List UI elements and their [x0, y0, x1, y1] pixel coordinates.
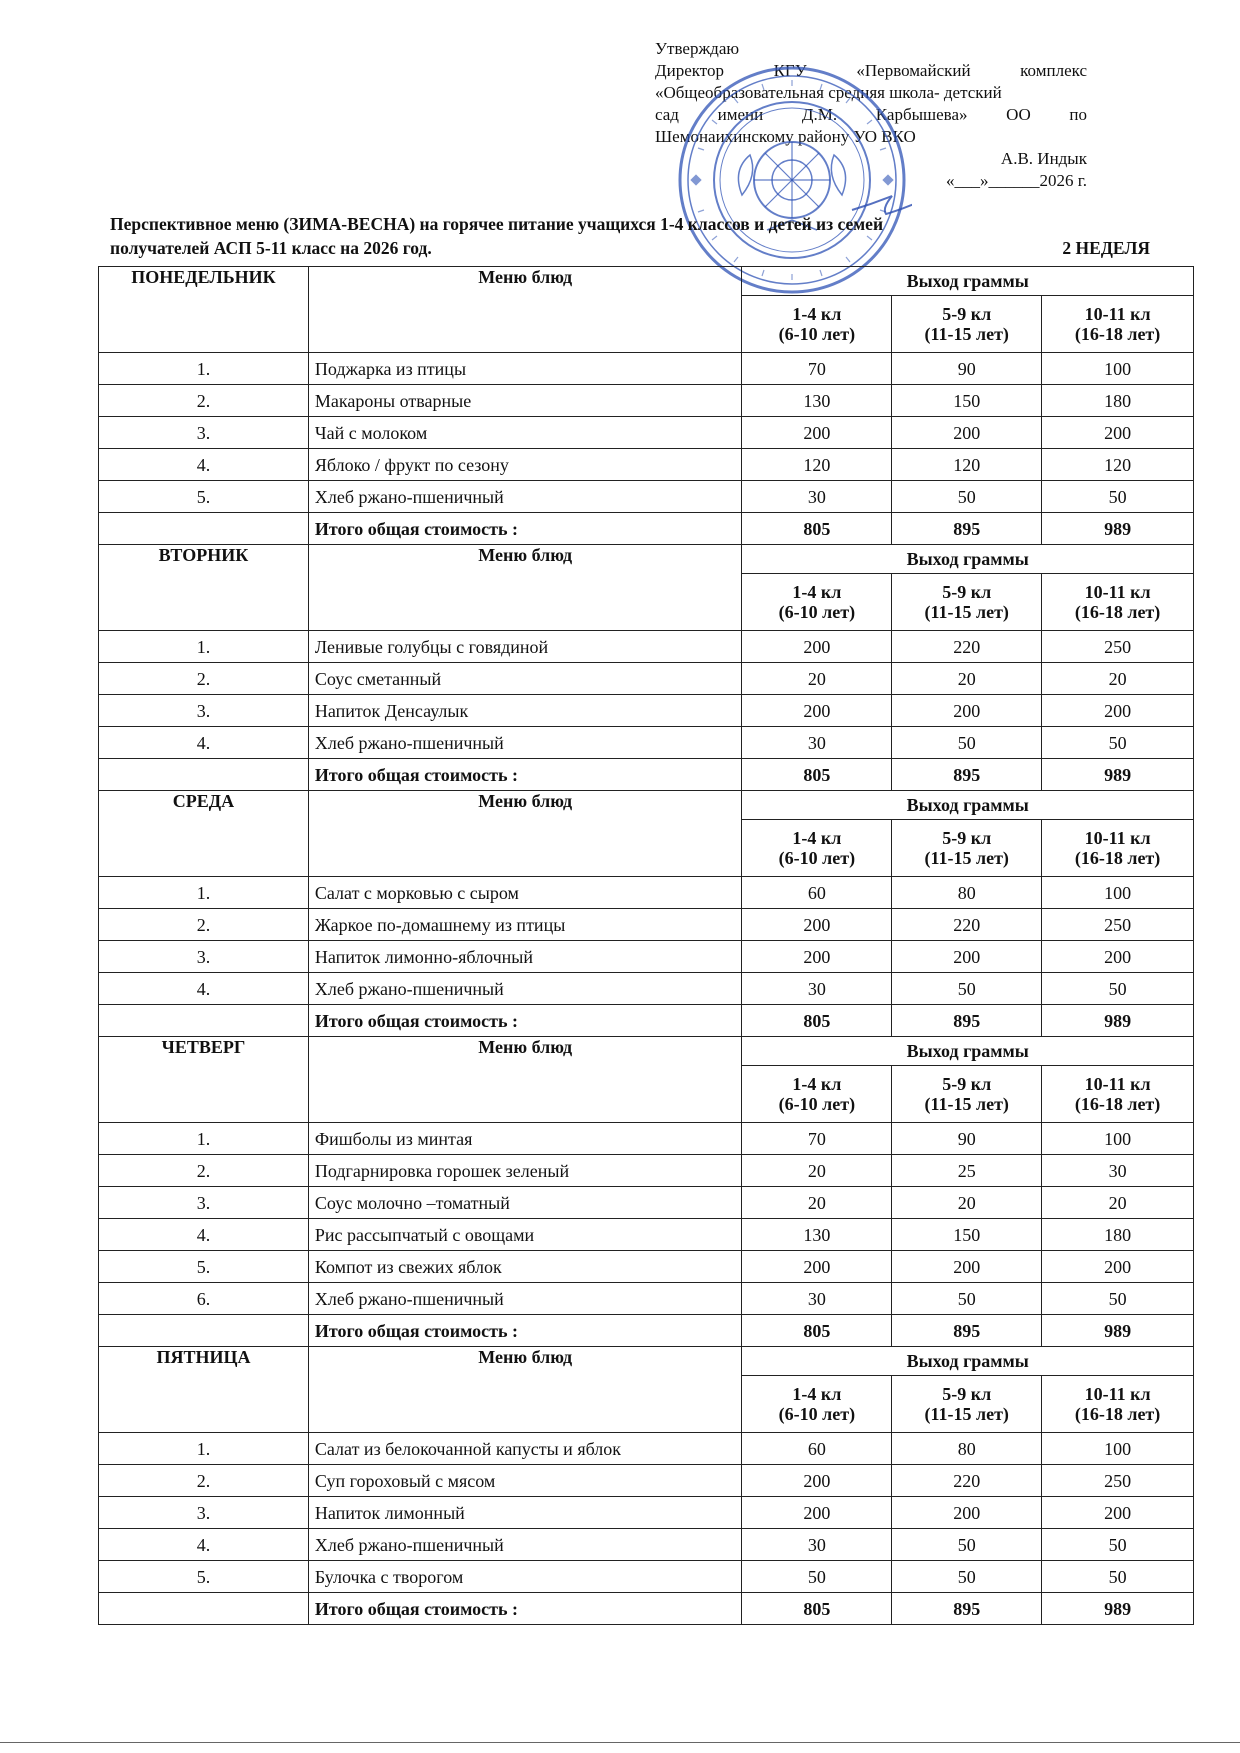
- table-row: [99, 663, 1194, 695]
- day-header-row: [99, 1037, 1194, 1066]
- approval-line-2: Директор КГУ «Первомайский комплекс: [655, 61, 1087, 80]
- page-bottom-rule: [0, 1742, 1240, 1743]
- grams-grade-5-9: 50: [892, 481, 1042, 513]
- total-row: [99, 513, 1194, 545]
- age-range: (6-10 лет): [778, 848, 856, 868]
- grams-grade-10-11: 100: [1042, 877, 1194, 909]
- item-number: 2.: [99, 385, 309, 417]
- age-range: (6-10 лет): [778, 602, 856, 622]
- total-empty-cell: [99, 1593, 309, 1625]
- grams-grade-1-4: 70: [742, 1123, 892, 1155]
- menu-column-header: Меню блюд: [308, 1037, 742, 1123]
- grams-grade-5-9: 25: [892, 1155, 1042, 1187]
- item-number: 2.: [99, 1465, 309, 1497]
- age-range: (16-18 лет): [1074, 848, 1161, 868]
- grams-grade-1-4: 200: [742, 1497, 892, 1529]
- day-name: ЧЕТВЕРГ: [99, 1037, 309, 1123]
- official-seal: [672, 60, 912, 300]
- grams-grade-1-4: 130: [742, 1219, 892, 1251]
- table-row: [99, 1155, 1194, 1187]
- age-range: (11-15 лет): [924, 1094, 1009, 1114]
- grams-grade-1-4: 200: [742, 909, 892, 941]
- age-group-header: [892, 574, 1042, 631]
- table-row: [99, 1433, 1194, 1465]
- item-number: 1.: [99, 631, 309, 663]
- total-label: Итого общая стоимость :: [308, 1315, 742, 1347]
- total-empty-cell: [99, 513, 309, 545]
- class-range: 5-9 кл: [942, 1074, 992, 1094]
- table-row: [99, 941, 1194, 973]
- table-row: [99, 877, 1194, 909]
- day-header-row: [99, 1347, 1194, 1376]
- grams-grade-10-11: 120: [1042, 449, 1194, 481]
- total-label: Итого общая стоимость :: [308, 513, 742, 545]
- age-group-header: [742, 296, 892, 353]
- grams-grade-5-9: 20: [892, 663, 1042, 695]
- age-group-header: [892, 1376, 1042, 1433]
- grams-grade-1-4: 60: [742, 877, 892, 909]
- day-name: ВТОРНИК: [99, 545, 309, 631]
- approval-signature-name: А.В. Индык: [1000, 149, 1087, 168]
- class-range: 1-4 кл: [792, 1074, 842, 1094]
- age-range: (11-15 лет): [924, 602, 1009, 622]
- total-row: [99, 759, 1194, 791]
- grams-grade-5-9: 200: [892, 941, 1042, 973]
- age-group-header: [1042, 1376, 1194, 1433]
- age-range: (11-15 лет): [924, 1404, 1009, 1424]
- title-line-2: получателей АСП 5-11 класс на 2026 год.: [110, 238, 432, 258]
- dish-name: Жаркое по-домашнему из птицы: [308, 909, 742, 941]
- total-grade-1-4: 805: [742, 513, 892, 545]
- dish-name: Хлеб ржано-пшеничный: [308, 481, 742, 513]
- grams-grade-5-9: 80: [892, 1433, 1042, 1465]
- grams-grade-1-4: 30: [742, 1283, 892, 1315]
- day-header-row: [99, 267, 1194, 296]
- table-row: [99, 727, 1194, 759]
- table-row: [99, 1123, 1194, 1155]
- grams-grade-1-4: 30: [742, 1529, 892, 1561]
- item-number: 5.: [99, 1561, 309, 1593]
- output-grams-header: Выход граммы: [742, 791, 1194, 820]
- total-empty-cell: [99, 759, 309, 791]
- grams-grade-10-11: 20: [1042, 663, 1194, 695]
- dish-name: Яблоко / фрукт по сезону: [308, 449, 742, 481]
- class-range: 1-4 кл: [792, 1384, 842, 1404]
- dish-name: Булочка с творогом: [308, 1561, 742, 1593]
- grams-grade-5-9: 20: [892, 1187, 1042, 1219]
- table-row: [99, 385, 1194, 417]
- grams-grade-5-9: 220: [892, 1465, 1042, 1497]
- table-row: [99, 1529, 1194, 1561]
- title-line-1: Перспективное меню (ЗИМА-ВЕСНА) на горячее питание учащихся 1-4 классов и детей из семей: [110, 214, 884, 234]
- dish-name: Напиток лимонный: [308, 1497, 742, 1529]
- table-row: [99, 1187, 1194, 1219]
- age-range: (16-18 лет): [1074, 1094, 1161, 1114]
- total-grade-5-9: 895: [892, 759, 1042, 791]
- table-row: [99, 481, 1194, 513]
- grams-grade-10-11: 50: [1042, 973, 1194, 1005]
- day-header-row: [99, 791, 1194, 820]
- menu-column-header: Меню блюд: [308, 267, 742, 353]
- age-group-header: [1042, 820, 1194, 877]
- age-group-header: [742, 1376, 892, 1433]
- age-group-header: [742, 820, 892, 877]
- grams-grade-5-9: 90: [892, 353, 1042, 385]
- age-range: (6-10 лет): [778, 1404, 856, 1424]
- table-row: [99, 973, 1194, 1005]
- grams-grade-10-11: 20: [1042, 1187, 1194, 1219]
- grams-grade-10-11: 100: [1042, 353, 1194, 385]
- age-group-header: [1042, 296, 1194, 353]
- grams-grade-1-4: 30: [742, 727, 892, 759]
- item-number: 1.: [99, 1123, 309, 1155]
- item-number: 4.: [99, 449, 309, 481]
- grams-grade-1-4: 20: [742, 1187, 892, 1219]
- menu-column-header: Меню блюд: [308, 545, 742, 631]
- age-group-header: [742, 574, 892, 631]
- item-number: 3.: [99, 941, 309, 973]
- grams-grade-10-11: 250: [1042, 631, 1194, 663]
- item-number: 3.: [99, 695, 309, 727]
- dish-name: Поджарка из птицы: [308, 353, 742, 385]
- grams-grade-10-11: 100: [1042, 1123, 1194, 1155]
- item-number: 5.: [99, 1251, 309, 1283]
- grams-grade-5-9: 220: [892, 909, 1042, 941]
- table-row: [99, 631, 1194, 663]
- class-range: 5-9 кл: [942, 828, 992, 848]
- total-label: Итого общая стоимость :: [308, 1005, 742, 1037]
- dish-name: Хлеб ржано-пшеничный: [308, 727, 742, 759]
- day-name: ПЯТНИЦА: [99, 1347, 309, 1433]
- item-number: 4.: [99, 973, 309, 1005]
- class-range: 10-11 кл: [1084, 1074, 1151, 1094]
- age-group-header: [1042, 574, 1194, 631]
- grams-grade-1-4: 200: [742, 695, 892, 727]
- item-number: 6.: [99, 1283, 309, 1315]
- total-grade-1-4: 805: [742, 1593, 892, 1625]
- age-range: (16-18 лет): [1074, 324, 1161, 344]
- class-range: 1-4 кл: [792, 304, 842, 324]
- total-grade-10-11: 989: [1042, 759, 1194, 791]
- grams-grade-1-4: 200: [742, 941, 892, 973]
- grams-grade-5-9: 200: [892, 1497, 1042, 1529]
- item-number: 1.: [99, 1433, 309, 1465]
- menu-column-header: Меню блюд: [308, 1347, 742, 1433]
- output-grams-header: Выход граммы: [742, 1037, 1194, 1066]
- total-grade-10-11: 989: [1042, 1005, 1194, 1037]
- table-row: [99, 353, 1194, 385]
- grams-grade-5-9: 150: [892, 385, 1042, 417]
- age-range: (6-10 лет): [778, 1094, 856, 1114]
- age-group-header: [892, 820, 1042, 877]
- grams-grade-1-4: 20: [742, 1155, 892, 1187]
- document-title: [110, 212, 1150, 260]
- grams-grade-1-4: 70: [742, 353, 892, 385]
- grams-grade-5-9: 200: [892, 417, 1042, 449]
- grams-grade-10-11: 200: [1042, 695, 1194, 727]
- grams-grade-5-9: 200: [892, 695, 1042, 727]
- grams-grade-10-11: 50: [1042, 481, 1194, 513]
- grams-grade-1-4: 20: [742, 663, 892, 695]
- grams-grade-5-9: 80: [892, 877, 1042, 909]
- grams-grade-10-11: 200: [1042, 1497, 1194, 1529]
- grams-grade-1-4: 50: [742, 1561, 892, 1593]
- table-row: [99, 417, 1194, 449]
- dish-name: Соус молочно –томатный: [308, 1187, 742, 1219]
- grams-grade-10-11: 180: [1042, 1219, 1194, 1251]
- dish-name: Салат из белокочанной капусты и яблок: [308, 1433, 742, 1465]
- item-number: 4.: [99, 1219, 309, 1251]
- age-group-header: [742, 1066, 892, 1123]
- approval-date: «___»______2026 г.: [945, 171, 1087, 190]
- grams-grade-5-9: 200: [892, 1251, 1042, 1283]
- item-number: 3.: [99, 1187, 309, 1219]
- table-row: [99, 1251, 1194, 1283]
- item-number: 4.: [99, 727, 309, 759]
- total-grade-5-9: 895: [892, 513, 1042, 545]
- grams-grade-1-4: 30: [742, 973, 892, 1005]
- grams-grade-10-11: 250: [1042, 909, 1194, 941]
- total-grade-1-4: 805: [742, 1005, 892, 1037]
- table-row: [99, 449, 1194, 481]
- class-range: 1-4 кл: [792, 582, 842, 602]
- day-name: СРЕДА: [99, 791, 309, 877]
- grams-grade-1-4: 60: [742, 1433, 892, 1465]
- item-number: 1.: [99, 877, 309, 909]
- grams-grade-1-4: 130: [742, 385, 892, 417]
- item-number: 3.: [99, 417, 309, 449]
- item-number: 1.: [99, 353, 309, 385]
- grams-grade-10-11: 50: [1042, 1529, 1194, 1561]
- table-row: [99, 1465, 1194, 1497]
- age-group-header: [892, 296, 1042, 353]
- dish-name: Рис рассыпчатый с овощами: [308, 1219, 742, 1251]
- age-range: (16-18 лет): [1074, 1404, 1161, 1424]
- item-number: 2.: [99, 909, 309, 941]
- item-number: 5.: [99, 481, 309, 513]
- grams-grade-1-4: 200: [742, 1251, 892, 1283]
- total-grade-1-4: 805: [742, 1315, 892, 1347]
- output-grams-header: Выход граммы: [742, 545, 1194, 574]
- total-grade-10-11: 989: [1042, 513, 1194, 545]
- total-grade-1-4: 805: [742, 759, 892, 791]
- total-grade-5-9: 895: [892, 1593, 1042, 1625]
- menu-table: [98, 266, 1194, 1625]
- grams-grade-10-11: 180: [1042, 385, 1194, 417]
- total-empty-cell: [99, 1005, 309, 1037]
- grams-grade-10-11: 50: [1042, 1283, 1194, 1315]
- grams-grade-10-11: 100: [1042, 1433, 1194, 1465]
- item-number: 4.: [99, 1529, 309, 1561]
- total-grade-10-11: 989: [1042, 1315, 1194, 1347]
- grams-grade-5-9: 120: [892, 449, 1042, 481]
- grams-grade-5-9: 220: [892, 631, 1042, 663]
- grams-grade-5-9: 150: [892, 1219, 1042, 1251]
- dish-name: Хлеб ржано-пшеничный: [308, 1529, 742, 1561]
- grams-grade-10-11: 250: [1042, 1465, 1194, 1497]
- table-row: [99, 1283, 1194, 1315]
- total-row: [99, 1315, 1194, 1347]
- grams-grade-10-11: 50: [1042, 1561, 1194, 1593]
- day-header-row: [99, 545, 1194, 574]
- output-grams-header: Выход граммы: [742, 267, 1194, 296]
- grams-grade-5-9: 50: [892, 973, 1042, 1005]
- dish-name: Салат с морковью с сыром: [308, 877, 742, 909]
- dish-name: Подгарнировка горошек зеленый: [308, 1155, 742, 1187]
- dish-name: Компот из свежих яблок: [308, 1251, 742, 1283]
- age-group-header: [892, 1066, 1042, 1123]
- grams-grade-10-11: 30: [1042, 1155, 1194, 1187]
- grams-grade-5-9: 50: [892, 727, 1042, 759]
- total-row: [99, 1593, 1194, 1625]
- total-grade-5-9: 895: [892, 1315, 1042, 1347]
- class-range: 5-9 кл: [942, 582, 992, 602]
- class-range: 10-11 кл: [1084, 1384, 1151, 1404]
- class-range: 10-11 кл: [1084, 828, 1151, 848]
- total-empty-cell: [99, 1315, 309, 1347]
- class-range: 5-9 кл: [942, 304, 992, 324]
- approval-line-3: «Общеобразовательная средняя школа- детский: [655, 83, 1002, 102]
- dish-name: Ленивые голубцы с говядиной: [308, 631, 742, 663]
- grams-grade-1-4: 30: [742, 481, 892, 513]
- table-row: [99, 695, 1194, 727]
- grams-grade-5-9: 50: [892, 1283, 1042, 1315]
- grams-grade-1-4: 200: [742, 417, 892, 449]
- grams-grade-1-4: 120: [742, 449, 892, 481]
- dish-name: Напиток Денсаулык: [308, 695, 742, 727]
- class-range: 5-9 кл: [942, 1384, 992, 1404]
- age-group-header: [1042, 1066, 1194, 1123]
- week-label: 2 НЕДЕЛЯ: [1062, 238, 1150, 258]
- table-row: [99, 1497, 1194, 1529]
- total-grade-5-9: 895: [892, 1005, 1042, 1037]
- class-range: 10-11 кл: [1084, 582, 1151, 602]
- age-range: (16-18 лет): [1074, 602, 1161, 622]
- age-range: (6-10 лет): [778, 324, 856, 344]
- grams-grade-10-11: 200: [1042, 1251, 1194, 1283]
- total-grade-10-11: 989: [1042, 1593, 1194, 1625]
- item-number: 2.: [99, 1155, 309, 1187]
- output-grams-header: Выход граммы: [742, 1347, 1194, 1376]
- total-row: [99, 1005, 1194, 1037]
- total-label: Итого общая стоимость :: [308, 759, 742, 791]
- approval-line-1: Утверждаю: [655, 39, 740, 58]
- item-number: 3.: [99, 1497, 309, 1529]
- grams-grade-10-11: 50: [1042, 727, 1194, 759]
- class-range: 10-11 кл: [1084, 304, 1151, 324]
- table-row: [99, 1561, 1194, 1593]
- grams-grade-10-11: 200: [1042, 417, 1194, 449]
- dish-name: Макароны отварные: [308, 385, 742, 417]
- age-range: (11-15 лет): [924, 848, 1009, 868]
- dish-name: Хлеб ржано-пшеничный: [308, 973, 742, 1005]
- approval-line-4: сад имени Д.М. Карбышева» ОО по: [655, 105, 1087, 124]
- table-row: [99, 909, 1194, 941]
- approval-line-5: Шемонаихинскому району УО ВКО: [655, 127, 916, 146]
- dish-name: Соус сметанный: [308, 663, 742, 695]
- dish-name: Напиток лимонно-яблочный: [308, 941, 742, 973]
- grams-grade-5-9: 50: [892, 1561, 1042, 1593]
- day-name: ПОНЕДЕЛЬНИК: [99, 267, 309, 353]
- age-range: (11-15 лет): [924, 324, 1009, 344]
- table-row: [99, 1219, 1194, 1251]
- menu-table-body: [99, 267, 1194, 1625]
- grams-grade-10-11: 200: [1042, 941, 1194, 973]
- total-label: Итого общая стоимость :: [308, 1593, 742, 1625]
- dish-name: Фишболы из минтая: [308, 1123, 742, 1155]
- dish-name: Чай с молоком: [308, 417, 742, 449]
- item-number: 2.: [99, 663, 309, 695]
- menu-column-header: Меню блюд: [308, 791, 742, 877]
- grams-grade-1-4: 200: [742, 631, 892, 663]
- grams-grade-1-4: 200: [742, 1465, 892, 1497]
- dish-name: Суп гороховый с мясом: [308, 1465, 742, 1497]
- class-range: 1-4 кл: [792, 828, 842, 848]
- dish-name: Хлеб ржано-пшеничный: [308, 1283, 742, 1315]
- grams-grade-5-9: 90: [892, 1123, 1042, 1155]
- grams-grade-5-9: 50: [892, 1529, 1042, 1561]
